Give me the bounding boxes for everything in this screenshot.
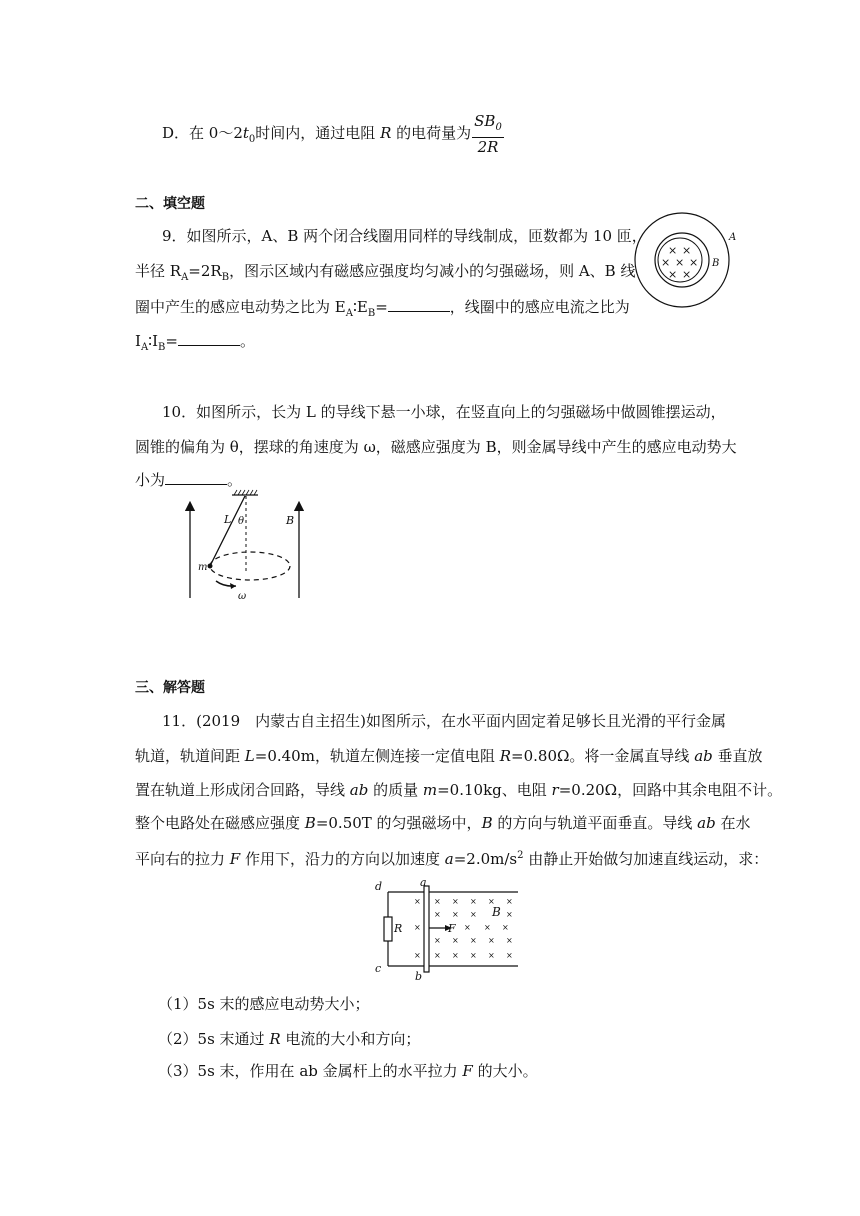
svg-text:×: × xyxy=(452,936,459,945)
svg-text:×: × xyxy=(506,897,513,906)
coils-figure xyxy=(630,208,740,318)
label-l: L xyxy=(224,513,232,526)
svg-text:×: × xyxy=(661,256,671,269)
q10-line-2: 圆锥的偏角为 θ，摆球的角速度为 ω，磁感应强度为 B，则金属导线中产生的感应电动势大 xyxy=(135,438,737,456)
q11-sub-2: （2）5s 末通过 R 电流的大小和方向； xyxy=(158,1030,421,1048)
svg-text:×: × xyxy=(464,923,471,932)
svg-text:×: × xyxy=(452,910,459,919)
label-r: R xyxy=(394,922,403,935)
svg-text:×: × xyxy=(434,936,441,945)
q9-line-3: 圈中产生的感应电动势之比为 $E_A∶E_B=$ ，线圈中的感应电流之比为 xyxy=(135,298,630,319)
q9-line-2: 半径 $R_A=2R_B$，图示区域内有磁感应强度均匀减小的匀强磁场，则 A、B 线 xyxy=(135,262,636,283)
svg-text:×: × xyxy=(689,256,699,269)
label-m: m xyxy=(198,562,208,573)
q11-line-4: 整个电路处在磁感应强度 B=0.50T 的匀强磁场中，B 的方向与轨道平面垂直。导线 ab 在水 xyxy=(135,814,751,832)
label-b: B xyxy=(492,905,501,919)
svg-text:×: × xyxy=(506,910,513,919)
label-a: A xyxy=(729,232,737,243)
svg-text:×: × xyxy=(470,897,477,906)
q9-line-1: 9．如图所示，A、B 两个闭合线圈用同样的导线制成，匝数都为 10 匝， xyxy=(162,227,647,245)
q11-line-1: 11．(2019 内蒙古自主招生)如图所示，在水平面内固定着足够长且光滑的平行金属 xyxy=(162,712,726,730)
svg-text:×: × xyxy=(488,951,495,960)
label-f: F xyxy=(448,922,456,935)
svg-text:×: × xyxy=(414,923,421,932)
q10-line-3: 小为 。 xyxy=(135,471,243,489)
svg-text:×: × xyxy=(434,951,441,960)
q10-line-1: 10．如图所示，长为 L 的导线下悬一小球，在竖直向上的匀强磁场中做圆锥摆运动， xyxy=(162,403,726,421)
svg-text:×: × xyxy=(470,936,477,945)
answer-blank[interactable] xyxy=(388,297,450,312)
q11-line-5: 平向右的拉力 F 作用下，沿力的方向以加速度 $a=2.0m/s^2$ 由静止开始做匀加速直线运动，求： xyxy=(135,850,769,868)
svg-text:×: × xyxy=(414,951,421,960)
svg-text:×: × xyxy=(470,910,477,919)
q11-sub-3: （3）5s 末，作用在 ab 金属杆上的水平拉力 F 的大小。 xyxy=(158,1062,538,1080)
q11-line-2: 轨道，轨道间距 L=0.40m，轨道左侧连接一定值电阻 R=0.80Ω。将一金属直导线 ab 垂直放 xyxy=(135,747,763,765)
section-title-fill-blank: 二、填空题 xyxy=(135,196,205,212)
section-title-solve: 三、解答题 xyxy=(135,680,205,696)
label-theta: θ xyxy=(238,516,245,527)
q11-line-3: 置在轨道上形成闭合回路，导线 ab 的质量 m=0.10kg、电阻 r=0.20Ω，回路中其余电阻不计。 xyxy=(135,781,783,799)
answer-blank[interactable] xyxy=(178,331,240,346)
svg-text:×: × xyxy=(506,951,513,960)
label-d: d xyxy=(375,880,383,893)
svg-text:×: × xyxy=(682,268,692,281)
svg-text:×: × xyxy=(434,897,441,906)
svg-text:×: × xyxy=(414,897,421,906)
svg-text:×: × xyxy=(506,936,513,945)
svg-text:×: × xyxy=(488,936,495,945)
label-b: B xyxy=(286,514,295,527)
svg-text:×: × xyxy=(484,923,491,932)
label-b-lower: b xyxy=(415,970,423,980)
svg-text:×: × xyxy=(668,244,678,257)
charge-fraction: $\frac{SB_0}{2R}$ xyxy=(474,112,502,156)
svg-text:×: × xyxy=(488,897,495,906)
svg-text:×: × xyxy=(452,951,459,960)
rails-circuit-figure xyxy=(368,880,522,980)
svg-text:×: × xyxy=(675,256,685,269)
q9-line-4: $I_A∶I_B=$ 。 xyxy=(135,332,255,353)
label-omega: ω xyxy=(238,591,247,602)
answer-blank[interactable] xyxy=(165,470,227,485)
label-c: c xyxy=(375,962,382,975)
svg-text:×: × xyxy=(434,910,441,919)
pendulum-figure xyxy=(180,488,310,604)
option-d: D．在 $0\sim 2t_0$时间内，通过电阻 R 的电荷量为 $\frac{SB_0}{2R}$ xyxy=(162,112,502,156)
label-b: B xyxy=(712,258,720,269)
label-a: a xyxy=(420,880,427,889)
svg-text:×: × xyxy=(452,897,459,906)
svg-text:×: × xyxy=(502,923,509,932)
svg-text:×: × xyxy=(668,268,678,281)
svg-text:×: × xyxy=(470,951,477,960)
svg-text:×: × xyxy=(682,244,692,257)
q11-sub-1: （1）5s 末的感应电动势大小； xyxy=(158,995,370,1013)
